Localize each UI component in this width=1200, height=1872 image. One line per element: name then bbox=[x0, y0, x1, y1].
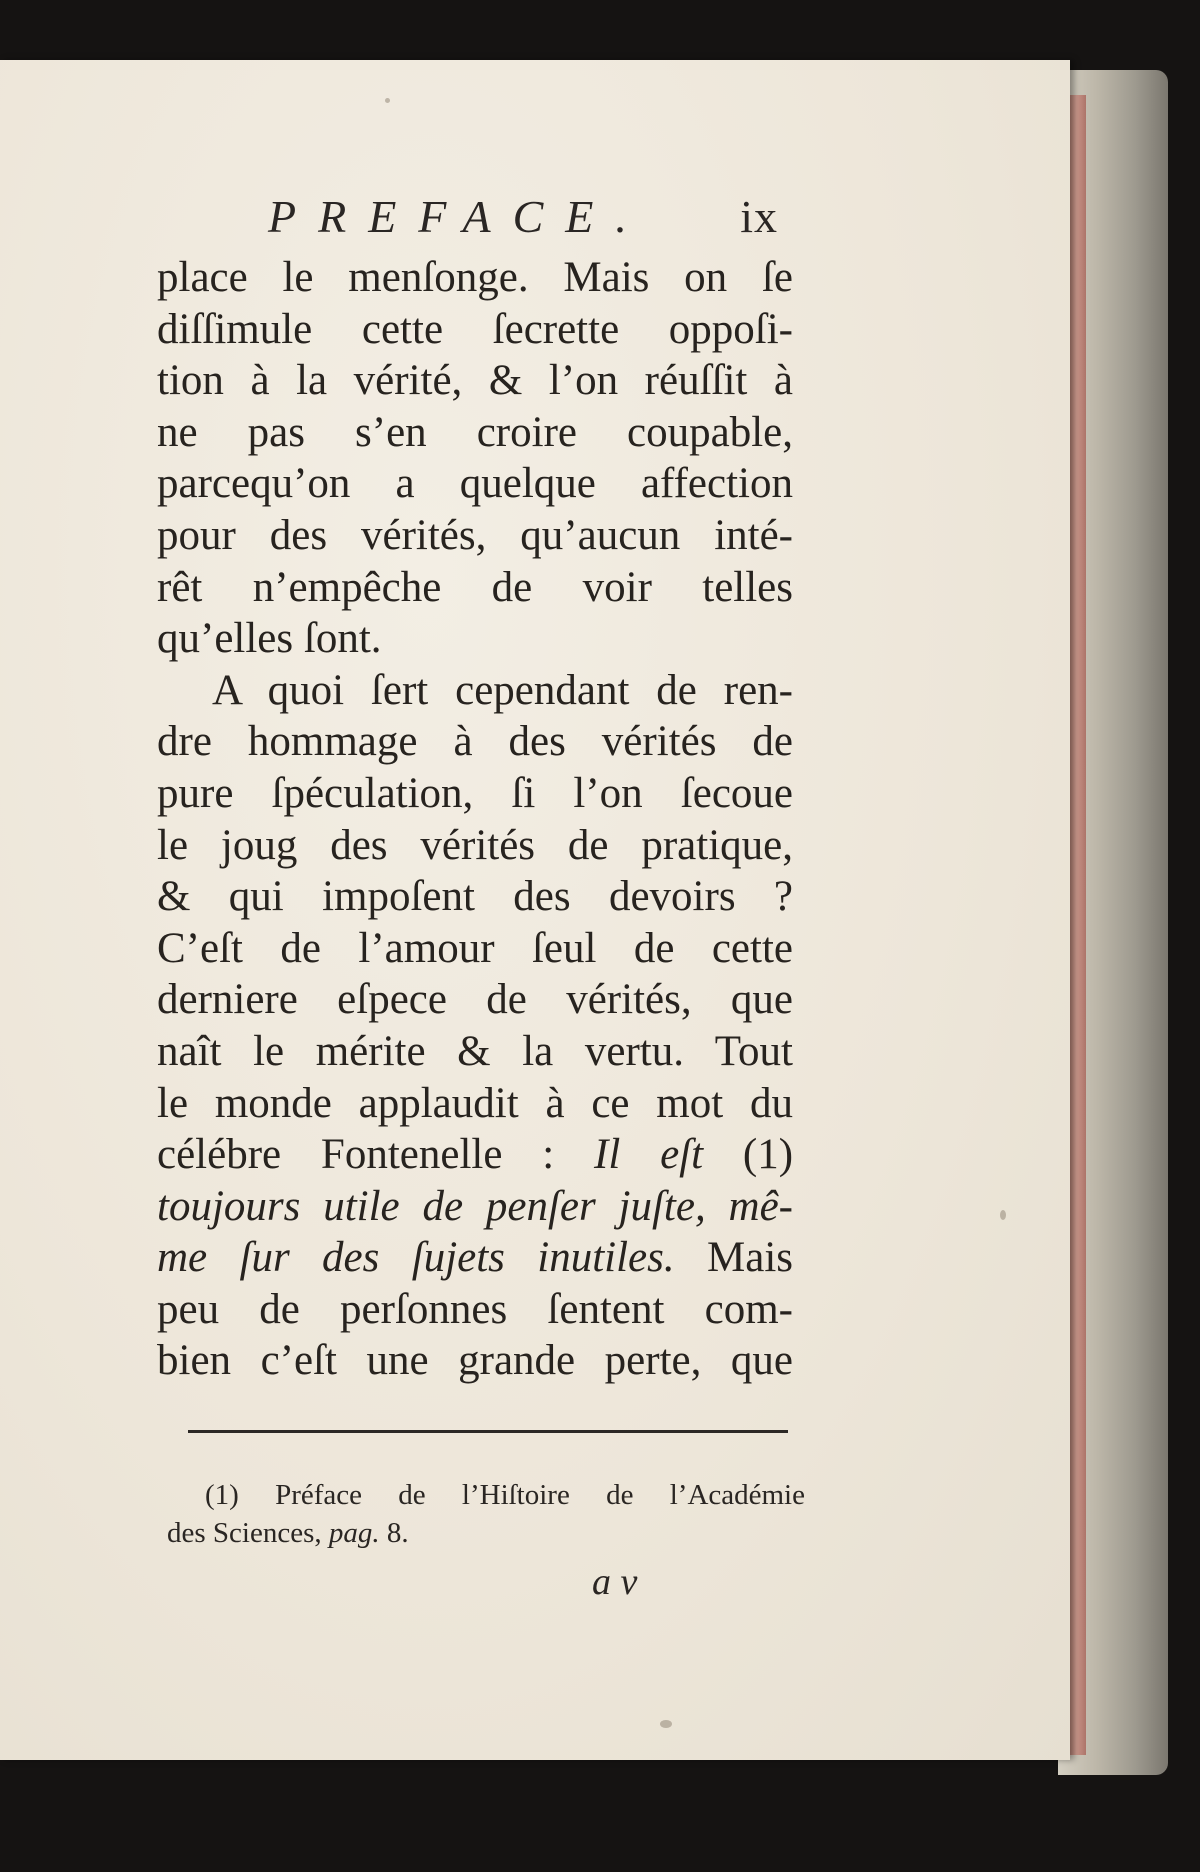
text-line: derniere eſpece de vérités, que bbox=[157, 976, 793, 1024]
text-line: ne pas s’en croire coupable, bbox=[157, 408, 793, 456]
footnote-page-label: pag. bbox=[328, 1517, 380, 1549]
text-line: le joug des vérités de pratique, bbox=[157, 821, 793, 869]
text-line: dre hommage à des vérités de bbox=[157, 718, 793, 766]
quote-intro-text: célébre Fontenelle : bbox=[157, 1131, 594, 1179]
text-line: & qui impoſent des devoirs ? bbox=[157, 873, 793, 921]
text-line: qu’elles ſont. bbox=[157, 615, 382, 663]
footnote-line bbox=[167, 1514, 805, 1552]
footnote-page-number: 8. bbox=[379, 1517, 409, 1549]
text-line: tion à la vérité, & l’on réuſſit à bbox=[157, 357, 793, 405]
body-text bbox=[157, 252, 793, 1387]
paragraph-start-line: A quoi ſert cependant de ren- bbox=[212, 666, 793, 714]
text-line: rêt n’empêche de voir telles bbox=[157, 563, 793, 611]
footnote-ref: (1) bbox=[703, 1131, 794, 1179]
paper-speck bbox=[1000, 1210, 1006, 1220]
footnote bbox=[167, 1476, 805, 1552]
paper-speck bbox=[660, 1720, 672, 1728]
text-line-quote-end bbox=[157, 1232, 793, 1284]
quote-after-text: Mais bbox=[674, 1234, 794, 1282]
paper-speck bbox=[385, 98, 390, 103]
text-line: parcequ’on a quelque affection bbox=[157, 460, 793, 508]
page-number: ix bbox=[740, 191, 778, 242]
text-line: pure ſpéculation, ſi l’on ſecoue bbox=[157, 769, 793, 817]
text-line: pour des vérités, qu’aucun inté- bbox=[157, 511, 793, 559]
text-line: peu de perſonnes ſentent com- bbox=[157, 1285, 793, 1333]
signature-mark: a v bbox=[592, 1561, 638, 1603]
text-line: diſſimule cette ſecrette oppoſi- bbox=[157, 305, 793, 353]
text-line-quote-intro bbox=[157, 1129, 793, 1181]
quote-italic-end: me ſur des ſujets inutiles. bbox=[157, 1234, 675, 1282]
text-line: le monde applaudit à ce mot du bbox=[157, 1079, 793, 1127]
footnote-source: des Sciences, bbox=[167, 1517, 329, 1549]
footnote-rule bbox=[188, 1430, 788, 1433]
text-line: bien c’eſt une grande perte, que bbox=[157, 1337, 793, 1385]
footnote-line: (1) Préface de l’Hiſtoire de l’Académie bbox=[205, 1479, 805, 1511]
running-head-title: PREFACE. bbox=[268, 191, 649, 242]
quote-italic-start: Il eſt bbox=[594, 1131, 704, 1179]
text-line: place le menſonge. Mais on ſe bbox=[157, 254, 793, 301]
text-line: C’eſt de l’amour ſeul de cette bbox=[157, 924, 793, 972]
text-line: naît le mérite & la vertu. Tout bbox=[157, 1027, 793, 1075]
running-head bbox=[268, 190, 778, 250]
quote-italic-line: toujours utile de penſer juſte, mê- bbox=[157, 1182, 793, 1230]
red-page-edge bbox=[1070, 95, 1086, 1755]
